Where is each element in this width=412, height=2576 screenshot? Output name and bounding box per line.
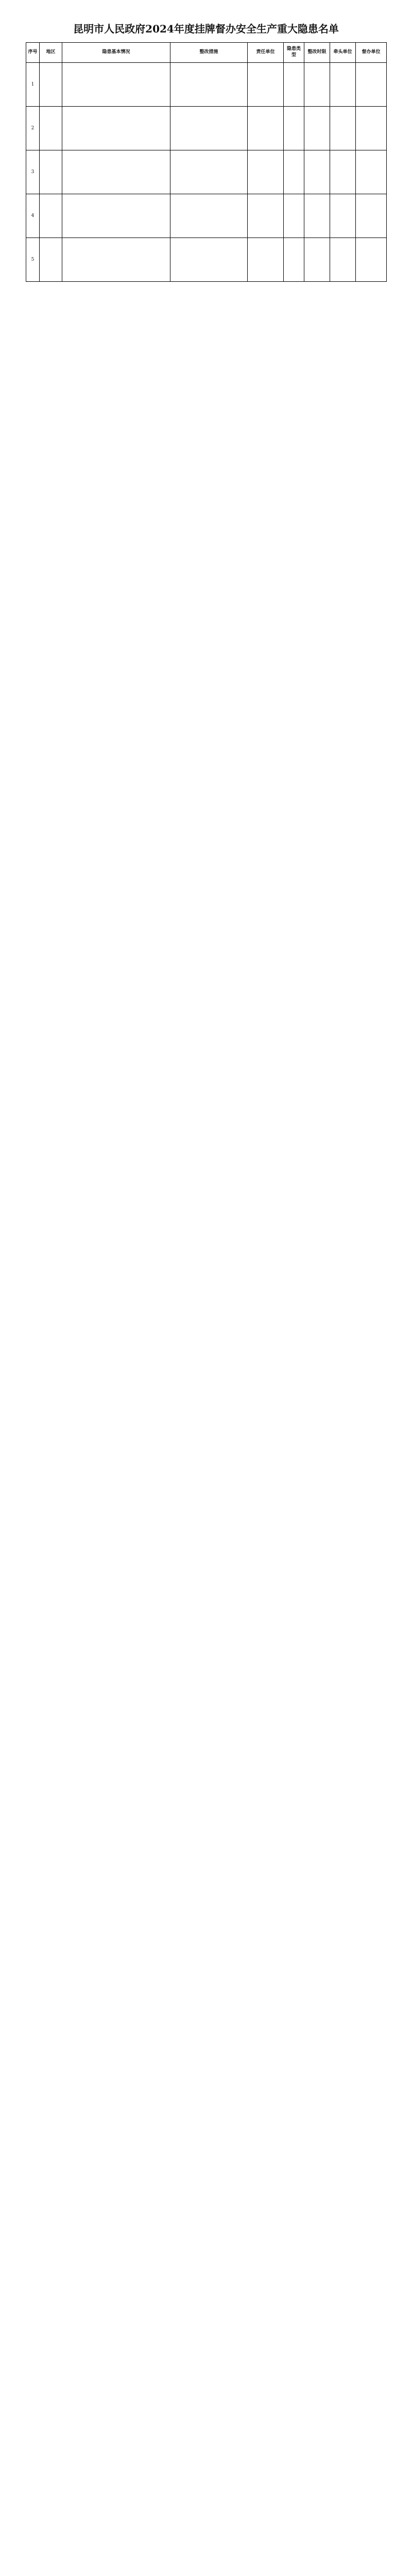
row-hazard-type bbox=[284, 150, 304, 194]
row-region bbox=[40, 194, 62, 238]
row-deadline bbox=[304, 194, 330, 238]
row-description bbox=[62, 238, 170, 282]
table-row bbox=[26, 238, 387, 282]
row-deadline bbox=[304, 63, 330, 107]
row-hazard-type bbox=[284, 63, 304, 107]
row-description bbox=[62, 107, 170, 150]
row-measures bbox=[170, 150, 248, 194]
column-header: 隐患类型 bbox=[284, 43, 304, 63]
table-row bbox=[26, 194, 387, 238]
hazard-table bbox=[26, 42, 387, 282]
row-region bbox=[40, 63, 62, 107]
row-number: 4 bbox=[26, 194, 40, 238]
page-title: 昆明市人民政府2024年度挂牌督办安全生产重大隐患名单 bbox=[73, 23, 339, 35]
row-supervising-unit bbox=[356, 194, 387, 238]
row-deadline bbox=[304, 238, 330, 282]
row-responsible-unit bbox=[248, 150, 284, 194]
row-hazard-type bbox=[284, 107, 304, 150]
row-responsible-unit bbox=[248, 238, 284, 282]
table-row bbox=[26, 107, 387, 150]
row-hazard-type bbox=[284, 194, 304, 238]
row-region bbox=[40, 238, 62, 282]
table-body bbox=[26, 63, 387, 282]
row-number: 1 bbox=[26, 63, 40, 107]
row-measures bbox=[170, 107, 248, 150]
row-deadline bbox=[304, 107, 330, 150]
row-hazard-type bbox=[284, 238, 304, 282]
column-header: 牵头单位 bbox=[330, 43, 356, 63]
row-region bbox=[40, 107, 62, 150]
row-responsible-unit bbox=[248, 194, 284, 238]
row-measures bbox=[170, 194, 248, 238]
row-deadline bbox=[304, 150, 330, 194]
row-responsible-unit bbox=[248, 63, 284, 107]
row-measures bbox=[170, 63, 248, 107]
row-lead-unit bbox=[330, 63, 356, 107]
table-row bbox=[26, 63, 387, 107]
column-header: 责任单位 bbox=[248, 43, 284, 63]
row-supervising-unit bbox=[356, 150, 387, 194]
row-description bbox=[62, 63, 170, 107]
row-number: 2 bbox=[26, 107, 40, 150]
row-number: 5 bbox=[26, 238, 40, 282]
row-measures bbox=[170, 238, 248, 282]
column-header: 整改措施 bbox=[170, 43, 248, 63]
column-header: 隐患基本情况 bbox=[62, 43, 170, 63]
row-supervising-unit bbox=[356, 63, 387, 107]
row-description bbox=[62, 150, 170, 194]
row-description bbox=[62, 194, 170, 238]
table-row bbox=[26, 150, 387, 194]
table-header-row bbox=[26, 43, 387, 63]
row-supervising-unit bbox=[356, 238, 387, 282]
column-header: 地区 bbox=[40, 43, 62, 63]
row-lead-unit bbox=[330, 194, 356, 238]
column-header: 整改时限 bbox=[304, 43, 330, 63]
row-region bbox=[40, 150, 62, 194]
column-header: 督办单位 bbox=[356, 43, 387, 63]
row-lead-unit bbox=[330, 238, 356, 282]
row-responsible-unit bbox=[248, 107, 284, 150]
row-number: 3 bbox=[26, 150, 40, 194]
column-header: 序号 bbox=[26, 43, 40, 63]
row-lead-unit bbox=[330, 150, 356, 194]
row-lead-unit bbox=[330, 107, 356, 150]
row-supervising-unit bbox=[356, 107, 387, 150]
